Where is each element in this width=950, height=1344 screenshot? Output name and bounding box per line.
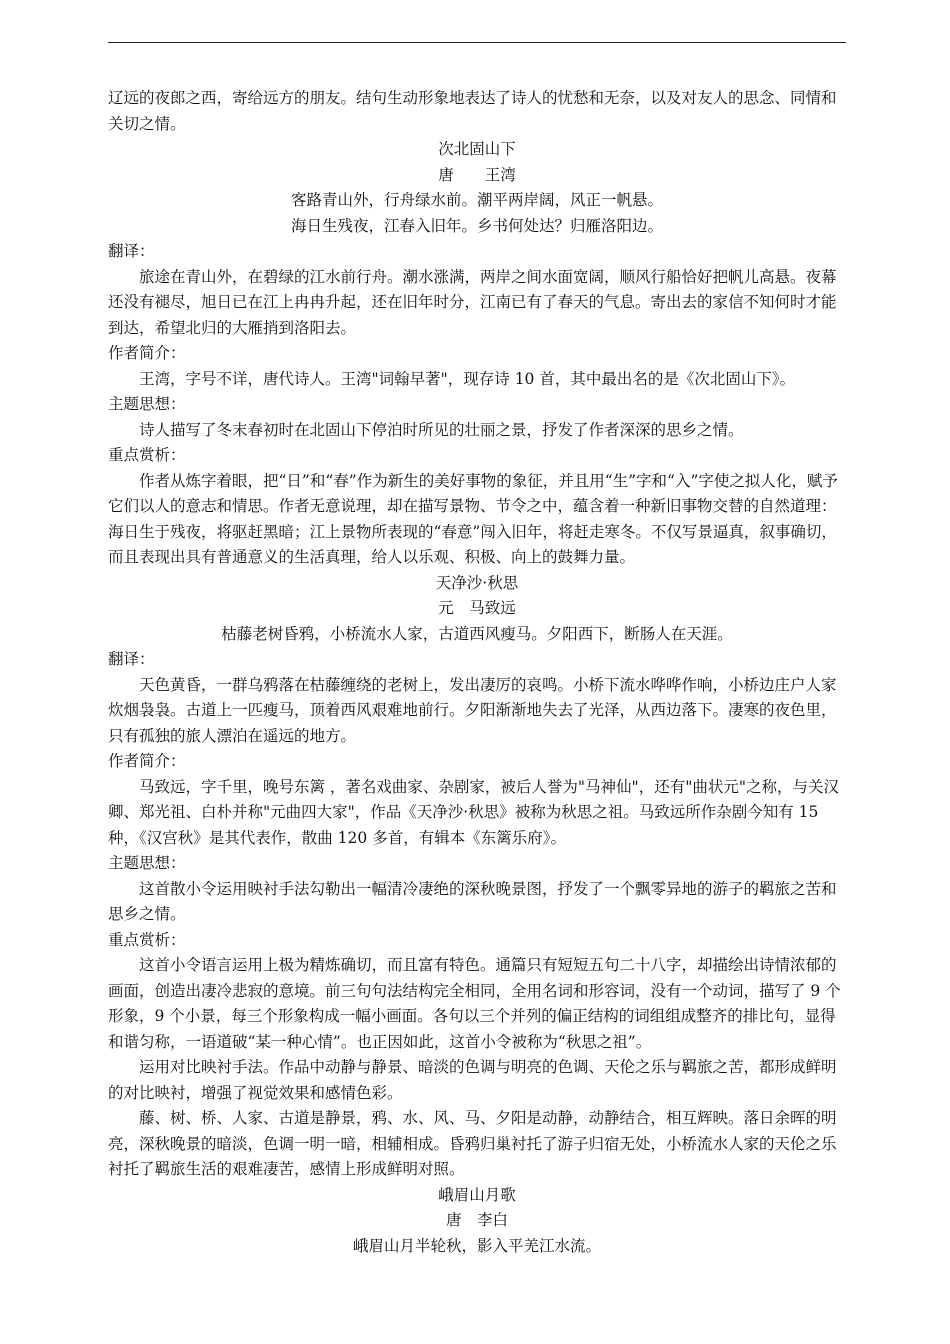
section-label-analysis: 重点赏析： — [108, 930, 186, 949]
analysis-paragraph: 作者从炼字着眼，把“日”和“春”作为新生的美好事物的象征，并且用“生”字和“入”字使之拟人化，赋予它们以人的意志和情思。作者无意说理，却在描写景物、节令之中，蕴含着一种新旧事物交替的自然道理：海日生于残夜，将驱赶黑暗；江上景物所表现的“春意”闯入旧年，将赶走寒冬。不仅写景逼真，叙事确切，而且表现出具有普通意义的生活真理，给人以乐观、积极、向上的鼓舞力量。 — [108, 471, 838, 566]
poem-line: 客路青山外，行舟绿水前。潮平两岸阔，风正一帆悬。 — [290, 191, 663, 209]
analysis-paragraph: 这首小令语言运用上极为精炼确切，而且富有特色。通篇只有短短五句二十八字，却描绘出诗情浓郁的画面，创造出凄冷悲寂的意境。前三句句法结构完全相同，全用名词和形容词，没有一个动词，描写了 9 个形象，9 个小景，每三个形象构成一幅小画面。各句以三个并列的偏正结构的词组组成整齐的排比句，显得和谐匀称，一语道破“某一种心情”。也正因如此，这首小令被称为“秋思之祖”。 — [108, 956, 841, 1051]
section-label-translation: 翻译： — [108, 650, 155, 668]
section-label-analysis: 重点赏析： — [108, 446, 186, 464]
translation-paragraph: 天色黄昏，一群乌鸦落在枯藤缠绕的老树上，发出凄厉的哀鸣。小桥下流水哗哗作响，小桥边庄户人家炊烟袅袅。古道上一匹瘦马，顶着西风艰难地前行。夕阳渐渐地失去了光泽，从西边落下。凄寒的夜色里，只有孤独的旅人漂泊在遥远的地方。 — [108, 675, 837, 745]
author-paragraph: 马致远，字千里，晚号东篱 ，著名戏曲家、杂剧家，被后人誉为"马神仙"，还有"曲状元"之称，与关汉卿、郑光祖、白朴并称"元曲四大家"，作品《天净沙·秋思》被称为秋思之祖。马致远所作杂剧今知有 15 种，《汉宫秋》是其代表作，散曲 120 多首，有辑本《东篱乐府》。 — [108, 777, 839, 847]
poem-title: 峨眉山月歌 — [438, 1185, 516, 1204]
section-label-author: 作者简介： — [108, 344, 186, 362]
section-label-theme: 主题思想： — [108, 395, 186, 413]
section-label-translation: 翻译： — [108, 242, 155, 260]
header-rule — [108, 42, 846, 43]
poem-line: 海日生残夜，江春入旧年。乡书何处达？归雁洛阳边。 — [290, 216, 663, 235]
poem-author: 元 马致远 — [438, 599, 516, 617]
poem-title: 天净沙·秋思 — [435, 573, 519, 592]
theme-paragraph: 这首散小令运用映衬手法勾勒出一幅清冷凄绝的深秋晚景图，抒发了一个飘零异地的游子的羁旅之苦和思乡之情。 — [108, 879, 837, 923]
poem-author: 唐 李白 — [445, 1211, 508, 1229]
poem-line: 峨眉山月半轮秋，影入平羌江水流。 — [352, 1236, 601, 1255]
poem-line: 枯藤老树昏鸦，小桥流水人家，古道西风瘦马。夕阳西下，断肠人在天涯。 — [221, 624, 733, 643]
section-label-author: 作者简介： — [108, 752, 186, 770]
section-label-theme: 主题思想： — [108, 854, 186, 872]
theme-paragraph: 诗人描写了冬末春初时在北固山下停泊时所见的壮丽之景，抒发了作者深深的思乡之情。 — [139, 420, 744, 439]
poem-title: 次北固山下 — [438, 140, 516, 158]
analysis-paragraph: 运用对比映衬手法。作品中动静与静景、暗淡的色调与明亮的色调、天伦之乐与羁旅之苦，都形成鲜明的对比映衬，增强了视觉效果和感情色彩。 — [108, 1058, 837, 1102]
intro-paragraph: 辽远的夜郎之西，寄给远方的朋友。结句生动形象地表达了诗人的忧愁和无奈，以及对友人的思念、同情和关切之情。 — [108, 89, 837, 133]
poem-author: 唐 王湾 — [438, 165, 516, 184]
author-paragraph: 王湾，字号不详，唐代诗人。王湾"词翰早著"，现存诗 10 首，其中最出名的是《次北固山下》。 — [139, 369, 796, 388]
analysis-paragraph: 藤、树、桥、人家、古道是静景，鸦、水、风、马、夕阳是动静，动静结合，相互辉映。落日余晖的明亮，深秋晚景的暗淡，色调一明一暗，相辅相成。昏鸦归巢衬托了游子归宿无处，小桥流水人家的天伦之乐衬托了羁旅生活的艰难凄苦，感情上形成鲜明对照。 — [108, 1109, 837, 1178]
translation-paragraph: 旅途在青山外，在碧绿的江水前行舟。潮水涨满，两岸之间水面宽阔，顺风行船恰好把帆儿高悬。夜幕还没有褪尽，旭日已在江上冉冉升起，还在旧年时分，江南已有了春天的气息。寄出去的家信不知何时才能到达，希望北归的大雁捎到洛阳去。 — [108, 267, 837, 337]
document-body — [108, 86, 846, 1259]
